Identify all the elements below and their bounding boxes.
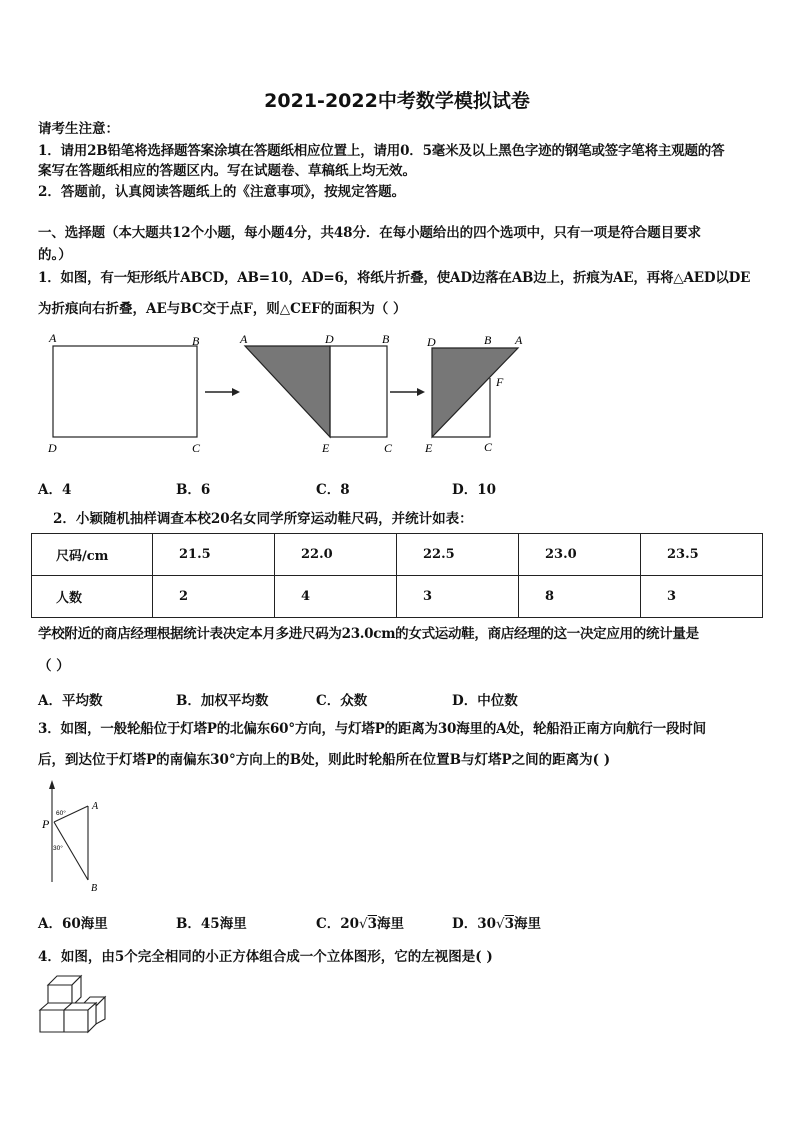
q3-angle-30: 30°: [53, 845, 63, 852]
q3-option-d-radicand: 3: [504, 916, 515, 932]
q3-option-b[interactable]: B．45海里: [176, 916, 247, 932]
q1-p3-label-B: B: [484, 333, 492, 347]
q3-option-c-radicand: 3: [367, 916, 378, 932]
q1-option-b[interactable]: B．6: [176, 482, 211, 498]
notice-item1-line2: 案写在答题纸相应的答题区内。写在试题卷、草稿纸上均无效。: [38, 163, 416, 179]
q2-after-line1: 学校附近的商店经理根据统计表决定本月多进尺码为23.0cm的女式运动鞋，商店经理的这一决定应用的统计量是: [38, 626, 699, 642]
q1-p2-label-A: A: [240, 332, 248, 346]
q4-cube-bottom-1: [40, 1010, 64, 1032]
notice-heading: 请考生注意：: [38, 121, 119, 137]
q1-p3-label-D: D: [427, 335, 436, 349]
q3-option-c-prefix: C．20: [316, 916, 360, 932]
q1-p2-label-C: C: [384, 441, 393, 455]
q2-option-d[interactable]: D．中位数: [452, 693, 518, 709]
q3-stem-line1: 3．如图，一般轮船位于灯塔P的北偏东60°方向，与灯塔P的距离为30海里的A处，轮船沿正南方向航行一段时间: [38, 721, 706, 737]
section-heading-line2: 的。）: [38, 247, 72, 263]
q1-stem-line1: 1．如图，有一矩形纸片ABCD，AB=10，AD=6，将纸片折叠，使AD边落在AB边上，折痕为AE，再将△AED以DE: [38, 270, 751, 286]
q3-option-c-unit: 海里: [377, 916, 405, 932]
q1-p1-label-B: B: [192, 334, 200, 348]
q1-p2-label-E: E: [322, 441, 330, 455]
q4-cube-bottom-2: [64, 1010, 88, 1032]
q1-p2-label-B: B: [382, 332, 390, 346]
table-cell: 22.0: [275, 534, 397, 576]
page-title: 2021-2022中考数学模拟试卷: [264, 90, 530, 112]
q1-option-d[interactable]: D．10: [452, 482, 496, 498]
q3-option-a[interactable]: A．60海里: [38, 916, 108, 932]
table-cell: 22.5: [397, 534, 519, 576]
table-cell: 8: [519, 576, 641, 618]
q1-stem-line2: 为折痕向右折叠，AE与BC交于点F，则△CEF的面积为（ ）: [38, 301, 407, 317]
q3-label-a: A: [92, 801, 99, 812]
table-cell: 尺码/cm: [32, 534, 153, 576]
q1-option-c[interactable]: C．8: [316, 482, 350, 498]
q1-p2-label-D: D: [325, 332, 334, 346]
q1-p1-label-D: D: [48, 441, 57, 455]
q3-label-b: B: [91, 883, 98, 894]
q2-stem: 2．小颖随机抽样调查本校20名女同学所穿运动鞋尺码，并统计如表：: [53, 511, 473, 527]
table-cell: 人数: [32, 576, 153, 618]
sqrt-icon: √: [496, 916, 505, 932]
table-cell: 23.5: [641, 534, 763, 576]
q1-p3-label-A: A: [515, 333, 523, 347]
section-heading-line1: 一、选择题（本大题共12个小题，每小题4分，共48分．在每小题给出的四个选项中，只有一项是符合题目要求: [38, 225, 701, 241]
table-cell: 23.0: [519, 534, 641, 576]
table-cell: 4: [275, 576, 397, 618]
q3-option-d-unit: 海里: [514, 916, 542, 932]
q1-p3-label-F: F: [496, 375, 504, 389]
q1-p1-label-C: C: [192, 441, 201, 455]
q2-after-line2: （ ）: [38, 658, 70, 674]
q2-option-b[interactable]: B．加权平均数: [176, 693, 269, 709]
q3-angle-60: 60°: [56, 810, 66, 817]
q3-stem-line2: 后，到达位于灯塔P的南偏东30°方向上的B处，则此时轮船所在位置B与灯塔P之间的距离为( ): [38, 752, 611, 768]
table-cell: 3: [641, 576, 763, 618]
q4-stem: 4．如图，由5个完全相同的小正方体组合成一个立体图形，它的左视图是( ): [38, 949, 493, 965]
q2-option-c[interactable]: C．众数: [316, 693, 368, 709]
q1-p3-label-E: E: [425, 441, 433, 455]
q1-option-a[interactable]: A．4: [38, 482, 72, 498]
table-cell: 21.5: [153, 534, 275, 576]
sqrt-icon: √: [359, 916, 368, 932]
notice-item2: 2．答题前，认真阅读答题纸上的《注意事项》，按规定答题。: [38, 184, 406, 200]
q3-label-p: P: [42, 817, 50, 831]
table-cell: 2: [153, 576, 275, 618]
notice-item1-line1: 1．请用2B铅笔将选择题答案涂填在答题纸相应位置上，请用0．5毫米及以上黑色字迹的钢笔或签字笔将主观题的答: [38, 143, 725, 159]
q1-p3-label-C: C: [484, 440, 493, 454]
q3-option-d-prefix: D．30: [452, 916, 496, 932]
q2-option-a[interactable]: A．平均数: [38, 693, 103, 709]
table-cell: 3: [397, 576, 519, 618]
q1-p1-label-A: A: [49, 331, 57, 345]
